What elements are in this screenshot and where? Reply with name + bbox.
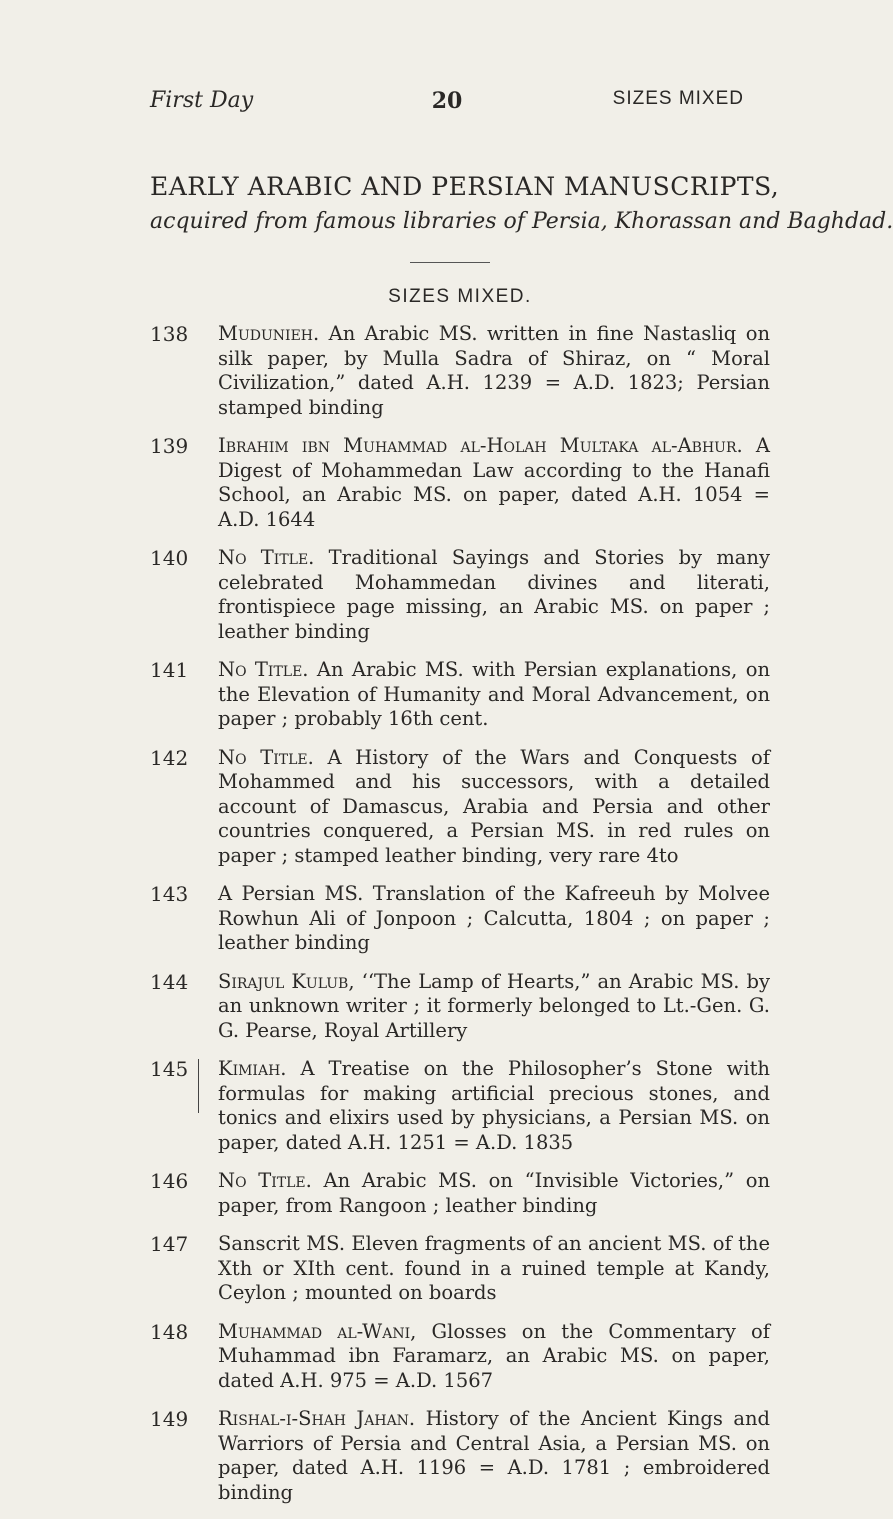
lot-text: A History of the Wars and Conquests of Mohammed and his successors, with a detailed account of Damascus, Arabia and Persia and other countries conquered, a Persian MS. in red rules on paper ; stamped leather binding, very rare 4to bbox=[218, 745, 770, 867]
lot-item bbox=[150, 882, 770, 956]
section-heading: SIZES MIXED. bbox=[388, 286, 532, 307]
lot-item bbox=[150, 1407, 770, 1505]
lot-number: 138 bbox=[150, 322, 189, 346]
lot-item bbox=[150, 1320, 770, 1394]
lot-item bbox=[150, 322, 770, 420]
lot-description bbox=[218, 882, 770, 956]
lot-item bbox=[150, 658, 770, 732]
lot-text: An Arabic MS. written in fine Nastasliq on silk paper, by Mulla Sadra of Shiraz, on “ Moral Civilization,” dated A.H. 1239 = A.D. 1823; Persian stamped binding bbox=[218, 322, 770, 419]
lot-text: Sanscrit MS. Eleven fragments of an ancient MS. of the Xth or XIth cent. found in a ruined temple at Kandy, Ceylon ; mounted on boards bbox=[218, 1232, 770, 1304]
lot-item bbox=[150, 746, 770, 869]
lot-name: No Title. bbox=[218, 1169, 312, 1192]
lot-name: Mudunieh. bbox=[218, 322, 320, 345]
lot-text: A Persian MS. Translation of the Kafreeuh by Molvee Rowhun Ali of Jonpoon ; Calcutta, 1804 ; on paper ; leather binding bbox=[218, 882, 770, 954]
running-header-day: First Day bbox=[150, 88, 254, 113]
page-number: 20 bbox=[431, 88, 463, 114]
lot-item bbox=[150, 1169, 770, 1218]
running-header-section: SIZES MIXED bbox=[612, 88, 744, 109]
lot-description bbox=[218, 1057, 770, 1155]
lot-description bbox=[218, 746, 770, 869]
lot-number: 139 bbox=[150, 434, 189, 458]
lot-name: Muhammad al-Wani, bbox=[218, 1319, 417, 1343]
lot-number: 146 bbox=[150, 1169, 189, 1193]
lot-description bbox=[218, 1407, 770, 1505]
lot-number: 149 bbox=[150, 1407, 189, 1431]
lot-description bbox=[218, 546, 770, 644]
lot-item bbox=[150, 1232, 770, 1306]
lot-number: 142 bbox=[150, 745, 189, 770]
lot-number: 144 bbox=[150, 969, 189, 994]
lot-description bbox=[218, 658, 770, 732]
lot-number: 141 bbox=[150, 658, 189, 682]
lot-text: An Arabic MS. with Persian explanations, on the Elevation of Humanity and Moral Advancement, on paper ; probably 16th cent. bbox=[218, 658, 771, 730]
lot-list bbox=[150, 322, 770, 1519]
lot-name: Sirajul Kulub, bbox=[218, 969, 355, 993]
lot-number: 140 bbox=[150, 546, 189, 570]
lot-description bbox=[218, 1320, 770, 1394]
lot-name: Rishal-i-Shah Jahan. bbox=[218, 1407, 416, 1430]
lot-description bbox=[218, 434, 770, 532]
lot-name: Ibrahim ibn Muhammad al-Holah Multaka al-Abhur. bbox=[218, 434, 743, 457]
lot-text: A Treatise on the Philosopher’s Stone with formulas for making artificial precious stones, and tonics and elixirs used by physicians, a Persian MS. on paper, dated A.H. 1251 = A.D. 1835 bbox=[218, 1057, 770, 1154]
lot-description bbox=[218, 970, 770, 1044]
lot-item bbox=[150, 546, 770, 644]
lot-text: Glosses on the Commentary of Muhammad ibn Faramarz, an Arabic MS. on paper, dated A.H. 975 = A.D. 1567 bbox=[218, 1319, 771, 1392]
lot-description bbox=[218, 1232, 770, 1306]
page-title: EARLY ARABIC AND PERSIAN MANUSCRIPTS, bbox=[150, 172, 780, 201]
lot-text: An Arabic MS. on “Invisible Victories,” on paper, from Rangoon ; leather binding bbox=[218, 1169, 771, 1217]
lot-text: A Digest of Mohammedan Law according to the Hanafi School, an Arabic MS. on paper, dated A.H. 1054 = A.D. 1644 bbox=[218, 434, 770, 531]
page-subtitle: acquired from famous libraries of Persia, Khorassan and Baghdad. bbox=[150, 209, 893, 234]
lot-description bbox=[218, 1169, 770, 1218]
divider bbox=[410, 262, 490, 263]
lot-number: 147 bbox=[150, 1232, 189, 1256]
margin-bracket bbox=[198, 1059, 209, 1113]
lot-name: Kimiah. bbox=[218, 1057, 287, 1080]
lot-name: No Title. bbox=[218, 658, 309, 681]
lot-text: ‘‘The Lamp of Hearts,” an Arabic MS. by an unknown writer ; it formerly belonged to Lt.-Gen. G. G. Pearse, Royal Artillery bbox=[218, 969, 770, 1042]
lot-text: Traditional Sayings and Stories by many celebrated Mohammedan divines and literati, frontispiece page missing, an Arabic MS. on paper ; leather binding bbox=[218, 546, 771, 643]
lot-text: History of the Ancient Kings and Warriors of Persia and Central Asia, a Persian MS. on paper, dated A.H. 1196 = A.D. 1781 ; embroidered binding bbox=[218, 1407, 770, 1504]
lot-item bbox=[150, 434, 770, 532]
lot-number: 148 bbox=[150, 1319, 189, 1344]
lot-number: 145 bbox=[150, 1057, 189, 1081]
lot-number: 143 bbox=[150, 882, 189, 906]
lot-description bbox=[218, 322, 770, 420]
lot-item bbox=[150, 970, 770, 1044]
lot-item bbox=[150, 1057, 770, 1155]
running-header bbox=[150, 88, 744, 124]
lot-name: No Title. bbox=[218, 745, 314, 769]
lot-name: No Title. bbox=[218, 546, 315, 569]
